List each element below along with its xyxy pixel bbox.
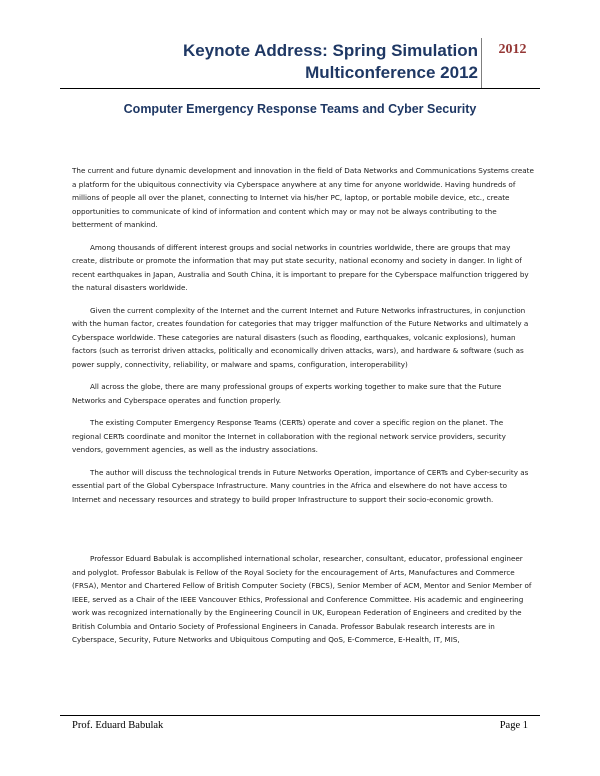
paragraph-certs: The existing Computer Emergency Response Teams (CERTs) operate and cover a specific region on the planet. The regional CERTs coordinate and monitor the Internet in collaboration with the regional network service providers, security vendors, government agencies, as well as the industry associations. <box>72 418 506 454</box>
paragraph-biography: Professor Eduard Babulak is accomplished international scholar, researcher, consultant, educator, professional engineer and polyglot. Professor Babulak is Fellow of the Royal Society for the encouragement of Arts, Manufactures and Commerce (FRSA), Mentor and Chartered Fellow of British Computer Society (FBCS), Senior Member of ACM, Mentor and Senior Member of IEEE, served as a Chair of the IEEE Vancouver Ethics, Professional and Conference Committee. His academic and engineering work was recognized internationally by the Engineering Council in UK, European Federation of Engineers and credited by the British Columbia and Ontario Society of Professional Engineers in Canada. Professor Babulak research interests are in Cyberspace, Security, Future Networks and Ubiquitous Computing and QoS, E-Commerce, E-Health, IT, MIS, <box>72 554 532 644</box>
footer-author: Prof. Eduard Babulak <box>72 720 164 731</box>
paragraph-author-discussion: The author will discuss the technological trends in Future Networks Operation, importance of CERTs and Cyber-security as essential part of the Global Cyberspace Infrastructure. Many countries in the Africa and elsewhere do not have access to Internet and necessary resources and strategy to build proper Infrastructure to support their socio-economic growth. <box>72 467 529 504</box>
paragraph-interest-groups: Among thousands of different interest groups and social networks in countries worldwide, there are groups that may create, distribute or promote the information that may put state security, national economy and society in danger. In light of recent earthquakes in Japan, Australia and South China, it is important to prepare for the Cyberspace malfunction triggered by the natural disasters worldwide. <box>72 242 529 292</box>
document-body <box>72 164 534 656</box>
page-subtitle: Computer Emergency Response Teams and Cyber Security <box>123 102 477 116</box>
paragraph-intro: The current and future dynamic development and innovation in the field of Data Networks and Communications Systems create a platform for the ubiquitous connectivity via Cyberspace anywhere at any time for anyone worldwide. Having hundreds of millions of people all over the planet, connecting to Internet via his/her PC, laptop, or portable mobile device, etc., create opportunities to communicate of kind of information and content which may or may not be always contributing to the betterment of mankind. <box>72 166 534 229</box>
page-header <box>60 38 540 89</box>
header-divider <box>481 38 482 88</box>
paragraph-complexity: Given the current complexity of the Internet and the current Internet and Future Networks infrastructures, in conjunction with the human factor, creates foundation for categories that may trigger malfunction of the Future Networks and ultimately a Cyberspace worldwide. These categories are natural disasters (such as flooding, earthquakes, volcanic explosions), human factors (such as terrorist driven attacks, politically and economically driven attacks, wars), and hardware & software (such as power supply, connectivity, reliability, or malware and spams, configuration, interoperability) <box>72 305 529 369</box>
paragraph-professional-groups: All across the globe, there are many professional groups of experts working together to make sure that the Future Networks and Cyberspace operates and function properly. <box>72 382 502 405</box>
footer-page-number: Page 1 <box>499 720 528 731</box>
header-year: 2012 <box>498 42 527 57</box>
header-title: Keynote Address: Spring Simulation Multiconference 2012 <box>182 41 478 82</box>
page-footer <box>60 715 540 731</box>
